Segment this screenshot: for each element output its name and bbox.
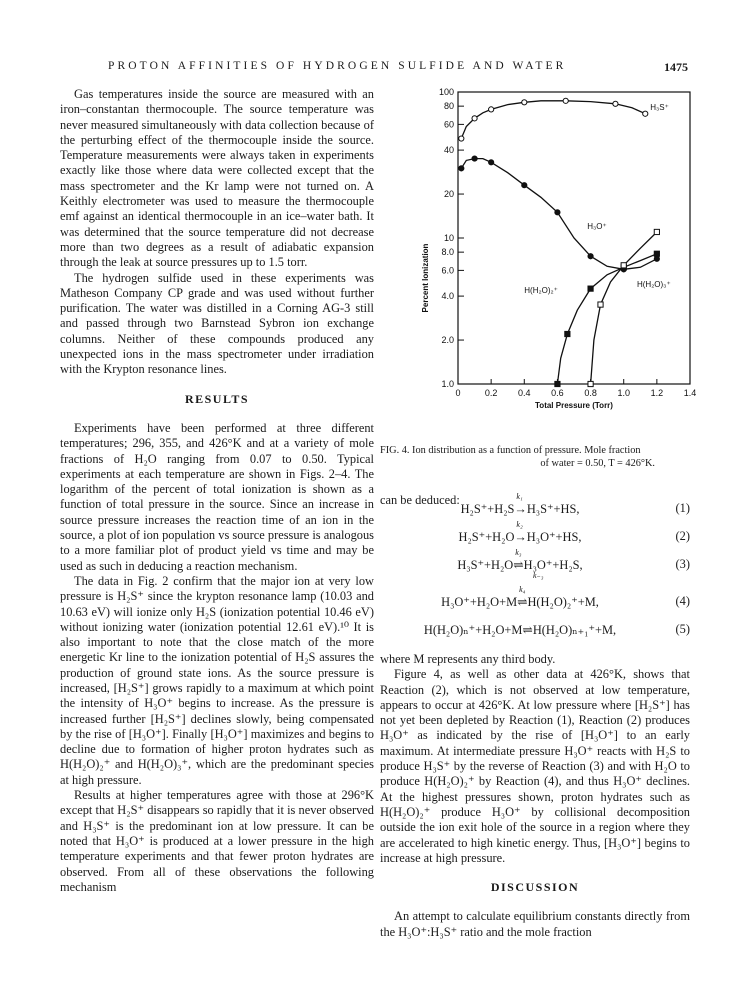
data-point <box>643 111 648 116</box>
paragraph: Experiments have been performed at three different temperatures; 296, 355, and 426°K and at a variety of mole fractions of H₂O ranging from 0.07 to 0.50. Typical experiments at each temperature are shown in Figs. 2–4. The logarithm of the percent of total ionization is shown as a function of total pressure in the source. Since an increase in source pressure increases the reaction time of an ion in the source, a plot of ion population vs source pressure is analogous to a more familiar plot of product yield vs time and may be used as such in deducing a reaction mechanism. <box>60 420 374 573</box>
equation-rhs: H(H₂O)₂⁺+M, <box>527 595 599 609</box>
data-point <box>522 100 527 105</box>
x-tick-label: 0.8 <box>584 388 597 398</box>
equation-lhs: H₂S⁺+H₂O <box>458 530 515 544</box>
right-intro: can be deduced: <box>380 493 460 507</box>
data-point <box>555 381 560 386</box>
data-point <box>613 101 618 106</box>
equation-arrow <box>514 492 527 516</box>
data-point <box>459 166 464 171</box>
data-point <box>598 302 603 307</box>
x-tick-label: 1.0 <box>617 388 630 398</box>
reaction-equation <box>380 585 690 612</box>
y-tick-label: 100 <box>438 87 454 97</box>
page-number: 1475 <box>664 60 688 74</box>
reaction-equation <box>380 520 690 547</box>
data-point <box>522 183 527 188</box>
running-head: PROTON AFFINITIES OF HYDROGEN SULFIDE AND WATER <box>108 60 567 72</box>
data-point <box>621 263 626 268</box>
paragraph: Gas temperatures inside the source are measured with an iron–constantan thermocouple. The source temperature was never measured simultaneously with data collection because of the perturbing effect of the thermocouple inside the source. Temperature measurements were always taken in experiments exactly like those where data were collected except that the mass spectrometer and the Kr lamp were not turned on. A Keithly electrometer was used to measure the thermocouple emf against an identical thermocouple in an ice–water bath. It was determined that the source temperature did not decrease more than two degrees as a result of adiabatic expansion through the leak at source pressures up to 1.5 torr. <box>60 87 374 270</box>
equation-arrow <box>514 520 527 544</box>
arrow-symbol: ⇌ <box>513 558 524 572</box>
paragraph: Results at higher temperatures agree with those at 296°K except that H₂S⁺ disappears so rapidly that it is never observed and H₃S⁺ is the predominant ion at low pressure. It can be noted that H₃O⁺ is produced at a lower pressure in the high temperature experiments and that fewer proton hydrates are observed. From all of these observations the following mechanism <box>60 788 374 894</box>
series-line <box>461 101 645 139</box>
equation-lhs: H₂S⁺+H₂S <box>460 502 515 516</box>
equation-expression <box>380 520 660 545</box>
y-tick-label: 4.0 <box>441 291 454 302</box>
equation-lhs: H₃O⁺+H₂O+M <box>441 595 518 609</box>
series-label: H₃O⁺ <box>587 222 607 232</box>
y-tick-label: 8.0 <box>441 247 454 258</box>
equation-expression <box>380 548 660 573</box>
x-tick-label: 1.2 <box>650 388 664 398</box>
arrow-symbol: → <box>514 530 527 544</box>
data-point <box>489 160 494 165</box>
data-point <box>654 229 659 234</box>
series-line <box>557 254 657 384</box>
data-point <box>489 107 494 112</box>
equation-number: (5) <box>675 622 690 636</box>
y-tick-label: 60 <box>443 119 454 130</box>
paragraph: The data in Fig. 2 confirm that the major ion at very low pressure is H₂S⁺ since the krypton resonance lamp (10.03 and 10.63 eV) will ionize only H₂S (ionization potential 10.46 eV) without ionizing water (ionization potential 12.61 eV).¹⁰ It is also important to note that the close match of the more energetic Kr line to the ionization potential of H₂S assures the production of ground state ions. As the source pressure is increased, [H₂S⁺] grows rapidly to a maximum at which point the intensity of H₃O⁺ begins to increase. As the pressure is increased further [H₂S⁺] declines slowly, being compensated by the rise of [H₃O⁺]. Finally [H₃O⁺] maximizes and begins to decline due to formation of higher proton hydrates such as H(H₂O)₂⁺ and H(H₂O)₃⁺, which are the predominant species at high pressure. <box>60 573 374 787</box>
equation-arrow <box>517 585 528 609</box>
arrow-symbol: ⇌ <box>522 623 533 637</box>
series-line <box>591 232 657 384</box>
equation-number: (1) <box>675 501 690 515</box>
y-tick-label: 10 <box>443 233 454 243</box>
x-tick-label: 0.2 <box>484 388 498 398</box>
equation-lhs: H(H₂O)ₙ⁺+H₂O+M <box>423 623 523 637</box>
x-tick-label: 0.6 <box>551 388 564 398</box>
x-tick-label: 0.4 <box>518 388 531 398</box>
caption-line: of water = 0.50, T = 426°K. <box>540 458 655 469</box>
series-label: H₃S⁺ <box>650 103 669 113</box>
y-tick-label: 40 <box>443 145 454 156</box>
section-heading-results: RESULTS <box>184 391 250 406</box>
equation-expression <box>380 622 660 638</box>
rate-constant-label: k₂ <box>516 520 523 529</box>
rate-constant-label: k₄ <box>519 585 526 594</box>
data-point <box>555 210 560 215</box>
left-column <box>60 87 374 895</box>
y-tick-label: 80 <box>443 101 454 112</box>
caption-line: FIG. 4. Ion distribution as a function of pressure. Mole fraction <box>380 445 641 456</box>
y-tick-label: 6.0 <box>441 265 454 276</box>
equation-rhs: H(H₂O)ₙ₊₁⁺+M, <box>532 623 617 637</box>
series-label: H(H₂O)₃⁺ <box>636 280 671 290</box>
k-minus-3-label: k₋₃ <box>533 571 544 580</box>
figure-4-chart <box>412 84 712 424</box>
paragraph: The hydrogen sulfide used in these experiments was Matheson Company CP grade and was used without further purification. The water was distilled in a Corning AG-3 still and passed through two Barnstead Sybron ion exchange columns. Neither of these compounds produced any unexpected ions in the mass spectrometer under irradiation with the Krypton resonance lines. <box>60 270 374 377</box>
x-axis-label: Total Pressure (Torr) <box>535 401 613 410</box>
data-point <box>565 331 570 336</box>
data-point <box>588 254 593 259</box>
data-point <box>472 116 477 121</box>
equation-number: (2) <box>675 529 690 543</box>
y-tick-label: 1.0 <box>441 379 454 389</box>
y-tick-label: 20 <box>443 189 454 200</box>
paragraph: An attempt to calculate equilibrium constants directly from the H₃O⁺:H₃S⁺ ratio and the mole fraction <box>380 909 690 939</box>
arrow-symbol: → <box>514 502 527 516</box>
equation-rhs: H₃S⁺+HS, <box>526 502 580 516</box>
data-point <box>588 286 593 291</box>
equation-rhs: H₃O⁺+H₂S, <box>523 558 583 572</box>
x-tick-label: 1.4 <box>683 388 697 398</box>
equation-expression <box>380 585 660 610</box>
reaction-equation <box>380 622 690 640</box>
data-point <box>588 381 593 386</box>
equation-arrow <box>522 623 532 637</box>
paragraph: where M represents any third body. <box>380 652 556 666</box>
paragraph: Figure 4, as well as other data at 426°K, shows that Reaction (2), which is not observed at low temperature, appears to occur at 426°K. At low pressure where [H₂S⁺] has not yet been depleted by Reaction (1), Reaction (2) produces H₃O⁺ as indicated by the rise of [H₃O⁺] to an early maximum. At intermediate pressure H₃O⁺ reacts with H₂S to produce H₃S⁺ by the reverse of Reaction (3) and with H₂O to produce H(H₂O)₂⁺ by Reaction (4), and thus H₃O⁺ declines. At the highest pressures shown, proton hydrates such as H(H₂O)₂⁺ produce H₃O⁺ by collisional decomposition outside the ion exit hole of the source in a region where they are accelerated to high kinetic energy. Thus, [H₃O⁺] begins to increase at high pressure. <box>380 667 690 865</box>
equation-number: (3) <box>675 557 690 571</box>
series-label: H(H₂O)₂⁺ <box>524 286 558 296</box>
arrow-symbol: ⇌ <box>517 595 528 609</box>
data-point <box>654 256 659 261</box>
x-tick-label: 0 <box>455 388 461 398</box>
equation-lhs: H₃S⁺+H₂O <box>457 558 514 572</box>
data-point <box>472 156 477 161</box>
data-point <box>459 136 464 141</box>
data-point <box>563 98 568 103</box>
section-heading-discussion: DISCUSSION <box>490 880 580 895</box>
equation-number: (4) <box>675 594 690 608</box>
y-tick-label: 2.0 <box>441 335 454 346</box>
equation-arrow <box>513 548 524 572</box>
rate-constant-label: k₃ <box>515 548 522 557</box>
rate-constant-label: k₁ <box>516 492 523 501</box>
figure-caption <box>380 444 690 470</box>
y-axis-label: Percent Ionization <box>421 243 430 313</box>
data-point <box>654 251 659 256</box>
right-column-body <box>380 652 690 940</box>
equation-rhs: H₃O⁺+HS, <box>526 530 582 544</box>
